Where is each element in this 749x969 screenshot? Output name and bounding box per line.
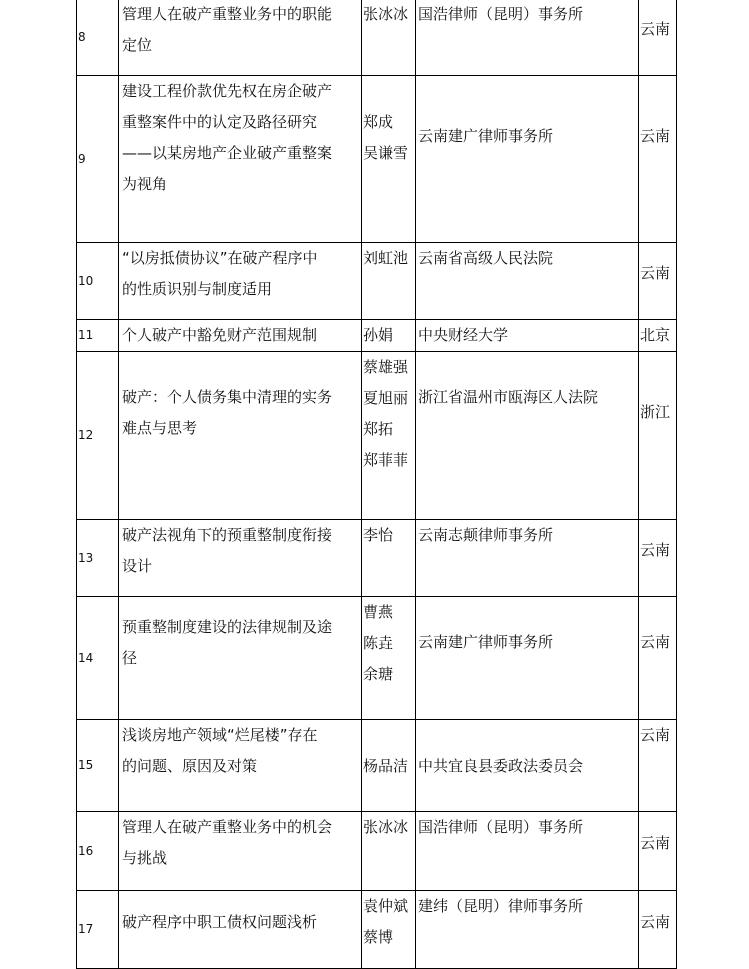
table-row xyxy=(77,720,677,812)
author-cell xyxy=(362,0,416,76)
row-number: 10 xyxy=(78,273,94,288)
province-name: 云南 xyxy=(640,20,671,38)
row-number-cell xyxy=(77,520,119,597)
paper-title-line: ——以某房地产企业破产重整案 xyxy=(122,144,333,162)
author-name: 郑成 xyxy=(363,113,394,131)
title-cell xyxy=(119,76,362,243)
organization-cell xyxy=(416,520,639,597)
province-name: 云南 xyxy=(640,127,671,145)
author-name: 夏旭丽 xyxy=(363,389,409,407)
row-number-cell xyxy=(77,320,119,352)
paper-title-line: 为视角 xyxy=(122,175,168,193)
table-row xyxy=(77,812,677,891)
province-cell xyxy=(639,243,677,320)
author-cell xyxy=(362,720,416,812)
province-cell xyxy=(639,891,677,969)
author-name: 张冰冰 xyxy=(363,818,409,836)
author-cell xyxy=(362,320,416,352)
paper-title-line: 浅谈房地产领域“烂尾楼”存在 xyxy=(122,726,318,744)
paper-title-line: “以房抵债协议”在破产程序中 xyxy=(122,249,318,267)
paper-title-line: 的问题、原因及对策 xyxy=(122,757,258,775)
author-name: 张冰冰 xyxy=(363,5,409,23)
author-cell xyxy=(362,520,416,597)
author-name: 蔡博 xyxy=(363,928,394,946)
province-name: 云南 xyxy=(640,834,671,852)
table-row xyxy=(77,0,677,76)
paper-title-line: 径 xyxy=(122,649,138,667)
province-cell xyxy=(639,320,677,352)
organization-cell xyxy=(416,720,639,812)
row-number: 17 xyxy=(78,922,94,936)
organization-cell xyxy=(416,0,639,76)
title-cell xyxy=(119,352,362,520)
author-cell xyxy=(362,352,416,520)
title-cell xyxy=(119,243,362,320)
organization-cell xyxy=(416,76,639,243)
province-name: 云南 xyxy=(640,541,671,559)
province-name: 云南 xyxy=(640,633,671,651)
row-number: 14 xyxy=(78,650,94,665)
organization-name: 中共宜良县委政法委员会 xyxy=(418,757,584,775)
paper-title-line: 管理人在破产重整业务中的机会 xyxy=(122,818,333,836)
organization-cell xyxy=(416,352,639,520)
author-name: 杨品洁 xyxy=(363,757,409,775)
author-name: 陈垚 xyxy=(363,634,394,652)
title-cell xyxy=(119,520,362,597)
title-cell xyxy=(119,597,362,720)
author-name: 郑拓 xyxy=(363,420,394,438)
row-number: 9 xyxy=(78,151,86,166)
paper-title-line: 破产：个人债务集中清理的实务 xyxy=(122,388,333,406)
organization-name: 云南省高级人民法院 xyxy=(418,249,554,267)
paper-title-line: 建设工程价款优先权在房企破产 xyxy=(122,82,333,100)
row-number: 8 xyxy=(78,29,86,44)
table-row xyxy=(77,597,677,720)
title-cell xyxy=(119,891,362,969)
title-cell xyxy=(119,720,362,812)
row-number: 16 xyxy=(78,843,94,858)
organization-cell xyxy=(416,597,639,720)
paper-title-line: 设计 xyxy=(122,557,153,575)
organization-name: 国浩律师（昆明）事务所 xyxy=(418,5,584,23)
author-name: 郑菲菲 xyxy=(363,451,409,469)
author-cell xyxy=(362,597,416,720)
title-cell xyxy=(119,812,362,891)
paper-title-line: 的性质识别与制度适用 xyxy=(122,280,273,298)
author-name: 李怡 xyxy=(363,526,394,544)
row-number: 12 xyxy=(78,428,94,442)
row-number-cell xyxy=(77,812,119,891)
author-cell xyxy=(362,891,416,969)
organization-cell xyxy=(416,243,639,320)
author-name: 刘虹池 xyxy=(363,249,409,267)
row-number-cell xyxy=(77,76,119,243)
organization-name: 云南志颠律师事务所 xyxy=(418,526,554,544)
row-number-cell xyxy=(77,352,119,520)
row-number: 11 xyxy=(78,328,94,342)
organization-name: 建纬（昆明）律师事务所 xyxy=(418,897,584,915)
paper-title-line: 与挑战 xyxy=(122,849,168,867)
table-row xyxy=(77,76,677,243)
row-number: 15 xyxy=(78,758,94,772)
organization-cell xyxy=(416,812,639,891)
organization-cell xyxy=(416,320,639,352)
paper-title-line: 破产程序中职工债权问题浅析 xyxy=(122,913,318,931)
row-number-cell xyxy=(77,597,119,720)
row-number: 13 xyxy=(78,550,94,565)
author-name: 袁仲斌 xyxy=(363,897,409,915)
table-row xyxy=(77,891,677,969)
author-cell xyxy=(362,812,416,891)
author-cell xyxy=(362,243,416,320)
paper-list-table xyxy=(76,0,677,969)
table-body xyxy=(77,0,677,969)
paper-title-line: 定位 xyxy=(122,36,153,54)
province-cell xyxy=(639,597,677,720)
table-row xyxy=(77,243,677,320)
province-cell xyxy=(639,0,677,76)
row-number-cell xyxy=(77,720,119,812)
row-number-cell xyxy=(77,891,119,969)
author-cell xyxy=(362,76,416,243)
province-cell xyxy=(639,520,677,597)
province-name: 云南 xyxy=(640,726,671,744)
paper-title-line: 难点与思考 xyxy=(122,419,198,437)
province-cell xyxy=(639,76,677,243)
title-cell xyxy=(119,320,362,352)
organization-name: 云南建广律师事务所 xyxy=(418,127,554,145)
organization-cell xyxy=(416,891,639,969)
province-name: 云南 xyxy=(640,913,671,931)
table-row xyxy=(77,520,677,597)
organization-name: 云南建广律师事务所 xyxy=(418,633,554,651)
paper-title-line: 个人破产中豁免财产范围规制 xyxy=(122,326,318,344)
paper-title-line: 管理人在破产重整业务中的职能 xyxy=(122,5,333,23)
author-name: 余瑭 xyxy=(363,665,394,683)
table-row xyxy=(77,352,677,520)
organization-name: 中央财经大学 xyxy=(418,326,509,344)
province-name: 云南 xyxy=(640,264,671,282)
author-name: 曹燕 xyxy=(363,603,394,621)
row-number-cell xyxy=(77,243,119,320)
province-cell xyxy=(639,812,677,891)
author-name: 蔡雄强 xyxy=(363,358,409,376)
province-name: 北京 xyxy=(640,326,671,344)
paper-title-line: 预重整制度建设的法律规制及途 xyxy=(122,618,333,636)
province-cell xyxy=(639,720,677,812)
author-name: 吴谦雪 xyxy=(363,144,409,162)
province-name: 浙江 xyxy=(640,403,671,421)
organization-name: 国浩律师（昆明）事务所 xyxy=(418,818,584,836)
paper-title-line: 破产法视角下的预重整制度衔接 xyxy=(122,526,333,544)
row-number-cell xyxy=(77,0,119,76)
province-cell xyxy=(639,352,677,520)
organization-name: 浙江省温州市瓯海区人法院 xyxy=(418,388,599,406)
author-name: 孙娟 xyxy=(363,326,394,344)
table-row xyxy=(77,320,677,352)
paper-title-line: 重整案件中的认定及路径研究 xyxy=(122,113,318,131)
title-cell xyxy=(119,0,362,76)
